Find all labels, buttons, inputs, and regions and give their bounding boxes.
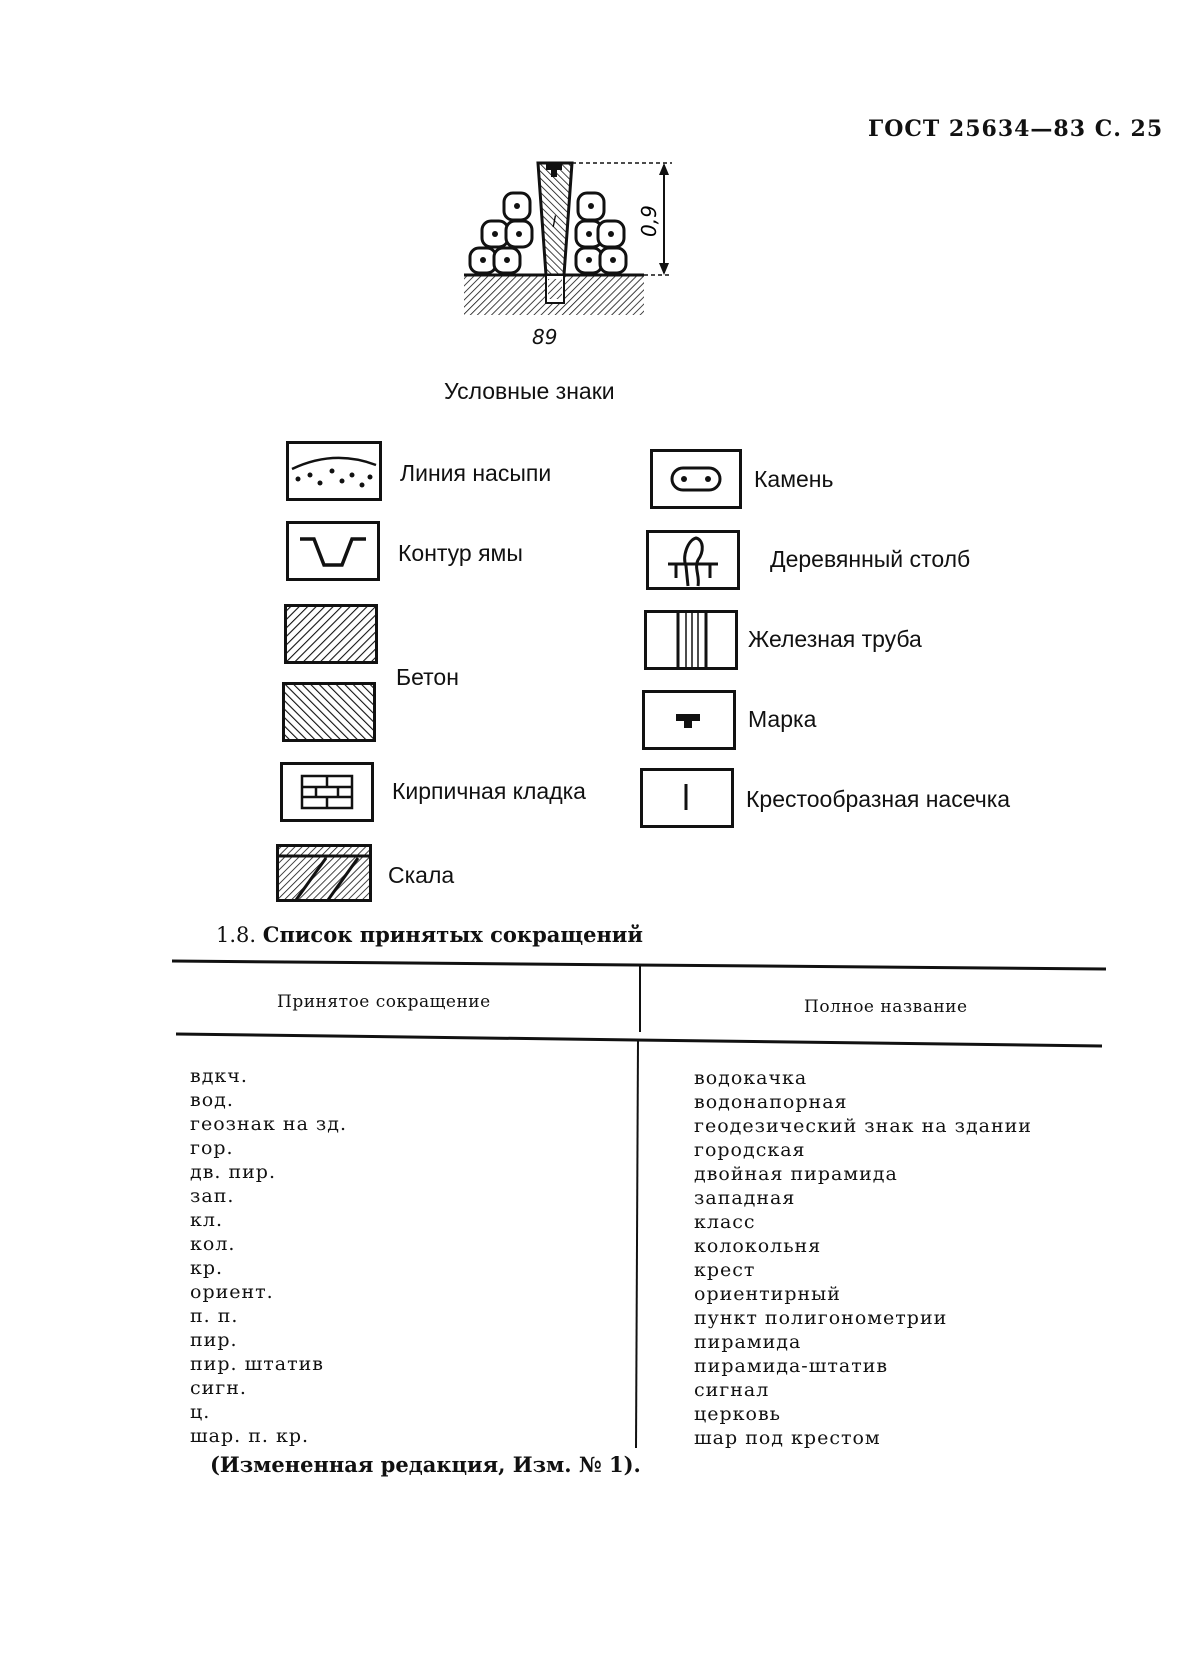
list-item: вдкч. [190,1065,248,1087]
list-item: кол. [190,1233,236,1255]
list-item: ориент. [190,1281,274,1303]
legend-label-cross-notch: Крестообразная насечка [746,786,1011,812]
legend-label-rock: Скала [388,862,455,888]
svg-text:l: l [552,213,557,231]
legend-label-wooden-post: Деревянный столб [770,546,971,572]
legend-label-concrete: Бетон [396,664,459,690]
full-name-column [694,1066,1032,1450]
list-item: водонапорная [694,1091,848,1113]
legend-title: Условные знаки [444,378,615,404]
list-item: западная [694,1187,796,1209]
list-item: пир. [190,1329,238,1351]
list-item: геодезический знак на здании [694,1115,1032,1137]
list-item: класс [694,1211,756,1233]
list-item: ориентирный [694,1283,841,1305]
list-item: пирамида-штатив [694,1355,889,1377]
revision-note: (Измененная редакция, Изм. № 1). [210,1452,641,1477]
list-item: гор. [190,1137,234,1159]
page-header: ГОСТ 25634—83 С. 25 [868,116,1164,142]
list-item: пирамида [694,1331,802,1353]
list-item: кр. [190,1257,224,1279]
list-item: геознак на зд. [190,1113,348,1135]
figure-caption: 89 [532,325,558,349]
legend-label-brick: Кирпичная кладка [392,778,586,804]
list-item: кл. [190,1209,223,1231]
legend-label-stone: Камень [754,466,834,492]
list-item: шар под крестом [694,1427,881,1449]
list-item: двойная пирамида [694,1163,898,1185]
list-item: шар. п. кр. [190,1425,310,1447]
list-item: водокачка [694,1067,808,1089]
list-item: пункт полигонометрии [694,1307,948,1329]
list-item: крест [694,1259,756,1281]
legend-label-mark: Марка [748,706,817,732]
list-item: дв. пир. [190,1161,277,1183]
abbreviation-column [190,1064,347,1448]
list-item: вод. [190,1089,234,1111]
list-item: колокольня [694,1235,822,1257]
list-item: церковь [694,1403,781,1425]
list-item: пир. штатив [190,1353,324,1375]
list-item: сигн. [190,1377,247,1399]
legend-label-pit: Контур ямы [398,540,523,566]
legend-label-iron-pipe: Железная труба [748,626,922,652]
list-item: п. п. [190,1305,239,1327]
section-title-text: Список принятых сокращений [262,922,643,947]
section-number: 1.8. [216,923,257,947]
legend-label-embankment: Линия насыпи [400,460,552,486]
list-item: городская [694,1139,806,1161]
list-item: ц. [190,1401,211,1423]
table-header-full-name: Полное название [804,997,968,1017]
figure-dimension: 0,9 [637,205,661,237]
table-header-abbreviation: Принятое сокращение [277,992,491,1012]
list-item: зап. [190,1185,235,1207]
list-item: сигнал [694,1379,770,1401]
